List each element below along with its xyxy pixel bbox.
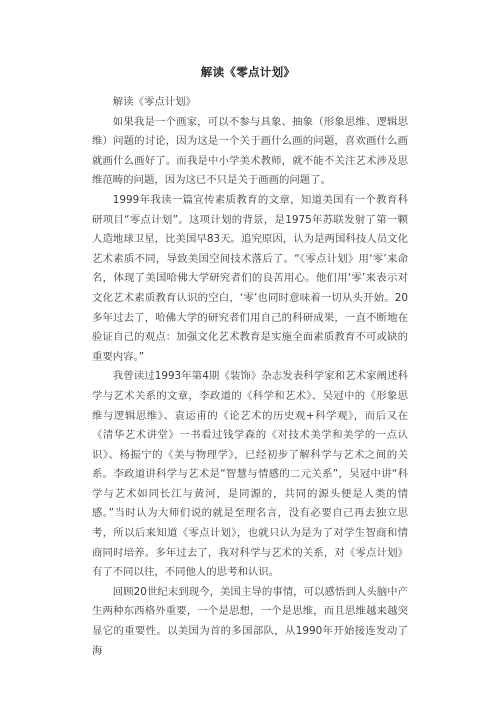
document-title: 解读《零点计划》: [200, 65, 296, 79]
paragraph: 解读《零点计划》: [112, 96, 196, 108]
paragraph: 我曾读过1993年第4期《装饰》杂志发表科学家和艺术家阐述科学与艺术关系的文章，李政道的《科学和艺术》、吴冠中的《形象思维与逻辑思维》、袁运甫的《论艺术的历史观+科学观》，而后又在《清华艺术讲堂》一书看过钱学森的《对技术美学和美学的一点认识》、杨振宁的《美与物理学》，已经初步了解科学与艺术之间的关系。李政道讲科学与艺术是“智慧与情感的二元关系”，吴冠中讲“科学与艺术如同长江与黄河，是同源的，共同的源头便是人类的情感。”当时认为大师们说的就是至理名言，没有必要自己再去独立思考，所以后来知道《零点计划》，也就只认为是为了对学生智商和情商同时培养。多年过去了，我对科学与艺术的关系，对《零点计划》有了不同以往，不同他人的思考和认识。: [92, 370, 408, 579]
paragraph: 如果我是一个画家，可以不参与具象、抽象（形象思维、逻辑思维）问题的讨论，因为这是一个关于画什么画的问题，喜欢画什么画就画什么画好了。而我是中小学美术教师，就不能不关注艺术涉及思维范畴的问题，因为这已不只是关于画画的问题了。: [92, 115, 408, 187]
document-body: [92, 93, 408, 661]
paragraph: 1999年我读一篇宣传素质教育的文章，知道美国有一个教育科研项目“零点计划”。这项计划的背景，是1975年苏联发射了第一颗人造地球卫星，比美国早83天。追究原因，认为是两国科技人员文化艺术素质不同，导致美国空间技术落后了。“《零点计划》用‘零’来命名，体现了美国哈佛大学研究者们的良苦用心。他们用‘零’来表示对文化艺术素质教育认识的空白，‘零’也同时意味着一切从头开始。20多年过去了，哈佛大学的研究者们用自己的科研成果，一直不断地在验证自己的观点：加强文化艺术教育是实施全面素质教育不可或缺的重要内容。”: [92, 193, 408, 363]
paragraph: 回顾20世纪末到现今，美国主导的事情，可以感悟到人头脑中产生两种东西格外重要，一个是思想，一个是思维，而且思维越来越突显它的重要性。以美国为首的多国部队，从1990年开始接连发动了海: [92, 585, 408, 657]
